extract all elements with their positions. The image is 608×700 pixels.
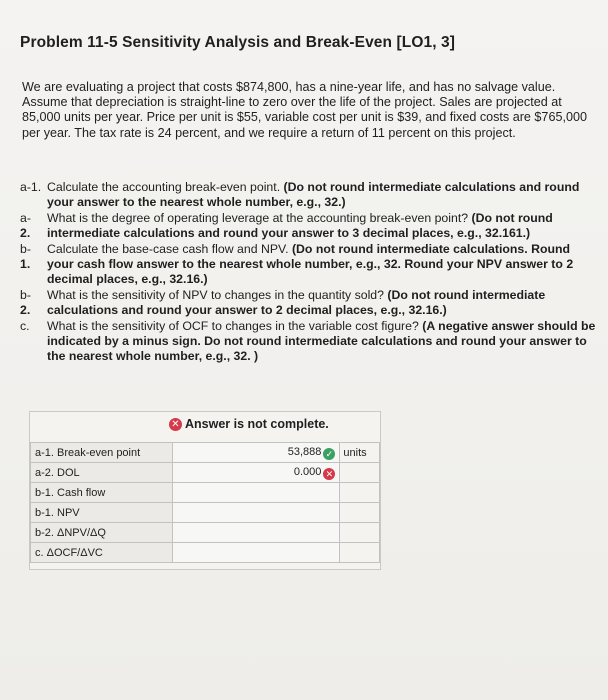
question-a1: [20, 180, 596, 211]
question-instructions: (Do not round intermediate calculations and round your answer to 3 decimal places, e.g., 32.161.): [47, 210, 553, 241]
problem-intro: We are evaluating a project that costs $874,800, has a nine-year life, and has no salvage value. Assume that depreciation is straight-line to zero over the life of the project. Sales are projected at 85,000 units per year. Price per unit is $55, variable cost per unit is $39, and fixed costs are $765,000 per year. The tax rate is 24 percent, and we require a return of 11 percent on this project.: [22, 80, 587, 140]
x-circle-icon: ✕: [169, 418, 182, 431]
answer-row: [31, 543, 380, 563]
answer-unit: [340, 503, 380, 523]
answer-status: Answer is not complete.: [185, 417, 329, 431]
question-text: Calculate the base-case cash flow and NPV.: [47, 241, 289, 256]
answer-input[interactable]: [172, 463, 340, 483]
x-circle-icon: ✕: [323, 468, 335, 480]
question-instructions: (Do not round intermediate calculations and round your answer to the nearest whole number, e.g., 32.): [47, 180, 580, 210]
answer-unit: [340, 523, 380, 543]
question-list: [20, 180, 596, 365]
answer-panel: [29, 411, 381, 570]
answer-row: [31, 503, 380, 523]
question-text: What is the sensitivity of OCF to changes in the variable cost figure?: [47, 318, 419, 333]
answer-row-label: a-1. Break-even point: [31, 443, 173, 463]
question-text: Calculate the accounting break-even point.: [47, 180, 281, 194]
question-label: a-1.: [20, 180, 42, 194]
answer-input[interactable]: [172, 503, 340, 523]
question-b1: [20, 242, 596, 288]
question-instructions: (Do not round intermediate calculations and round your answer to 2 decimal places, e.g., 32.16.): [47, 287, 546, 318]
question-instructions: (A negative answer should be indicated by a minus sign. Do not round intermediate calculations and round your answer to the nearest whole number, e.g., 32. ): [47, 318, 596, 364]
question-label-number: 2.: [20, 226, 31, 241]
question-label: a-: [20, 210, 31, 225]
answer-status-banner: [30, 412, 380, 438]
answer-row-label: a-2. DOL: [31, 463, 173, 483]
answer-table: [30, 442, 380, 563]
answer-unit: units: [340, 443, 380, 463]
question-label: b-: [20, 241, 31, 256]
answer-row: [31, 483, 380, 503]
question-label-number: 2.: [20, 303, 31, 318]
answer-row-label: b-1. NPV: [31, 503, 173, 523]
question-text: What is the degree of operating leverage at the accounting break-even point?: [47, 210, 469, 225]
question-label: c.: [20, 318, 30, 333]
answer-value: 53,888: [287, 445, 322, 458]
answer-input[interactable]: [172, 543, 340, 563]
answer-unit: [340, 463, 380, 483]
problem-title: Problem 11-5 Sensitivity Analysis and Break-Even [LO1, 3]: [20, 34, 455, 51]
answer-unit: [340, 483, 380, 503]
answer-value: 0.000: [293, 465, 322, 478]
question-instructions: (Do not round intermediate calculations. Round your cash flow answer to the nearest whole number, e.g., 32. Round your NPV answer to 2 decimal places, e.g., 32.16.): [47, 241, 574, 287]
question-c: [20, 319, 596, 365]
question-label: b-: [20, 287, 31, 302]
answer-row-label: b-1. Cash flow: [31, 483, 173, 503]
answer-unit: [340, 543, 380, 563]
answer-row: [31, 523, 380, 543]
answer-row-label: c. ΔOCF/ΔVC: [31, 543, 173, 563]
question-label-number: 1.: [20, 257, 31, 272]
question-a2: [20, 211, 596, 242]
question-b2: [20, 288, 596, 319]
answer-row-label: b-2. ΔNPV/ΔQ: [31, 523, 173, 543]
answer-input[interactable]: [172, 523, 340, 543]
answer-input[interactable]: [172, 443, 340, 463]
question-text: What is the sensitivity of NPV to changes in the quantity sold?: [47, 287, 384, 302]
answer-row: [31, 443, 380, 463]
check-circle-icon: ✓: [323, 448, 335, 460]
answer-input[interactable]: [172, 483, 340, 503]
answer-row: [31, 463, 380, 483]
